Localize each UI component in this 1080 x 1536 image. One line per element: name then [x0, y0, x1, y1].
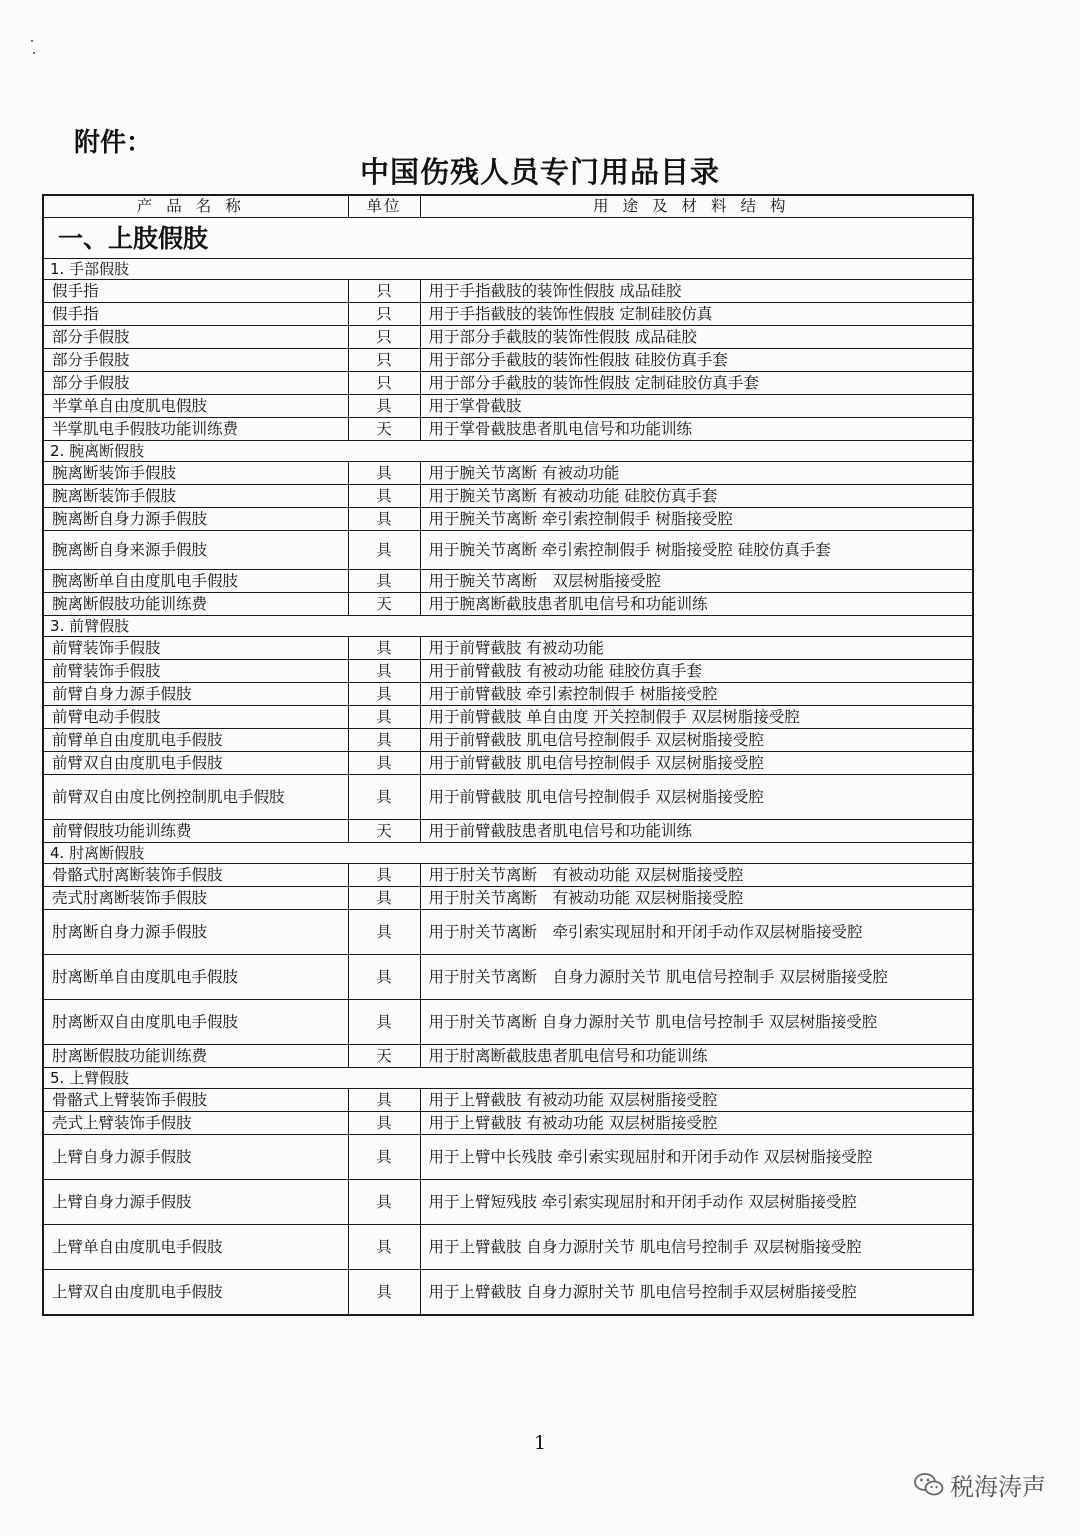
product-name-cell: 前臂假肢功能训练费 [43, 820, 348, 843]
table-row [43, 1089, 973, 1112]
table-row [43, 955, 973, 1000]
description-cell: 用于上臂截肢 自身力源肘关节 肌电信号控制手 双层树脂接受腔 [420, 1225, 973, 1270]
description-cell: 用于前臂截肢 肌电信号控制假手 双层树脂接受腔 [420, 729, 973, 752]
product-name-cell: 骨骼式肘离断装饰手假肢 [43, 864, 348, 887]
description-cell: 用于腕离断截肢患者肌电信号和功能训练 [420, 593, 973, 616]
product-name-cell: 前臂装饰手假肢 [43, 660, 348, 683]
table-row [43, 303, 973, 326]
table-row [43, 683, 973, 706]
description-cell: 用于腕关节离断 有被动功能 硅胶仿真手套 [420, 485, 973, 508]
description-cell: 用于上臂截肢 自身力源肘关节 肌电信号控制手双层树脂接受腔 [420, 1270, 973, 1316]
table-row [43, 395, 973, 418]
product-catalog-table [42, 194, 974, 1316]
description-cell: 用于肘关节离断 自身力源肘关节 肌电信号控制手 双层树脂接受腔 [420, 1000, 973, 1045]
section-row [43, 1068, 973, 1089]
description-cell: 用于肘关节离断 有被动功能 双层树脂接受腔 [420, 864, 973, 887]
description-cell: 用于肘关节离断 有被动功能 双层树脂接受腔 [420, 887, 973, 910]
unit-cell: 天 [348, 593, 420, 616]
unit-cell: 具 [348, 706, 420, 729]
unit-cell: 具 [348, 508, 420, 531]
major-section-row [43, 218, 973, 259]
product-name-cell: 腕离断假肢功能训练费 [43, 593, 348, 616]
description-cell: 用于前臂截肢 有被动功能 硅胶仿真手套 [420, 660, 973, 683]
table-row [43, 1000, 973, 1045]
table-row [43, 775, 973, 820]
product-name-cell: 腕离断装饰手假肢 [43, 485, 348, 508]
product-name-cell: 壳式肘离断装饰手假肢 [43, 887, 348, 910]
description-cell: 用于前臂截肢患者肌电信号和功能训练 [420, 820, 973, 843]
product-name-cell: 上臂自身力源手假肢 [43, 1180, 348, 1225]
unit-cell: 天 [348, 418, 420, 441]
wechat-icon [914, 1472, 944, 1498]
product-name-cell: 骨骼式上臂装饰手假肢 [43, 1089, 348, 1112]
product-name-cell: 前臂双自由度肌电手假肢 [43, 752, 348, 775]
table-row [43, 326, 973, 349]
section-row [43, 843, 973, 864]
product-name-cell: 部分手假肢 [43, 349, 348, 372]
description-cell: 用于前臂截肢 单自由度 开关控制假手 双层树脂接受腔 [420, 706, 973, 729]
table-row [43, 280, 973, 303]
description-cell: 用于前臂截肢 牵引索控制假手 树脂接受腔 [420, 683, 973, 706]
description-cell: 用于肘关节离断 自身力源肘关节 肌电信号控制手 双层树脂接受腔 [420, 955, 973, 1000]
section-row [43, 259, 973, 280]
description-cell: 用于前臂截肢 肌电信号控制假手 双层树脂接受腔 [420, 775, 973, 820]
page-number: 1 [533, 1432, 547, 1454]
product-name-cell: 前臂单自由度肌电手假肢 [43, 729, 348, 752]
product-name-cell: 肘离断单自由度肌电手假肢 [43, 955, 348, 1000]
description-cell: 用于前臂截肢 有被动功能 [420, 637, 973, 660]
unit-cell: 具 [348, 910, 420, 955]
product-name-cell: 上臂自身力源手假肢 [43, 1135, 348, 1180]
product-name-cell: 部分手假肢 [43, 326, 348, 349]
table-row [43, 637, 973, 660]
unit-cell: 天 [348, 820, 420, 843]
description-cell: 用于上臂中长残肢 牵引索实现屈肘和开闭手动作 双层树脂接受腔 [420, 1135, 973, 1180]
description-cell: 用于肘离断截肢患者肌电信号和功能训练 [420, 1045, 973, 1068]
unit-cell: 具 [348, 775, 420, 820]
description-cell: 用于腕关节离断 双层树脂接受腔 [420, 570, 973, 593]
unit-cell: 具 [348, 485, 420, 508]
unit-cell: 只 [348, 303, 420, 326]
major-section-title: 一、上肢假肢 [43, 218, 973, 259]
table-row [43, 706, 973, 729]
table-row [43, 418, 973, 441]
watermark-text: 税海涛声 [950, 1473, 1046, 1501]
description-cell: 用于腕关节离断 牵引索控制假手 树脂接受腔 硅胶仿真手套 [420, 531, 973, 570]
section-row [43, 441, 973, 462]
section-title: 2. 腕离断假肢 [43, 441, 973, 462]
description-cell: 用于掌骨截肢 [420, 395, 973, 418]
unit-cell: 具 [348, 1089, 420, 1112]
unit-cell: 只 [348, 280, 420, 303]
product-name-cell: 前臂电动手假肢 [43, 706, 348, 729]
product-name-cell: 壳式上臂装饰手假肢 [43, 1112, 348, 1135]
description-cell: 用于肘关节离断 牵引索实现屈肘和开闭手动作双层树脂接受腔 [420, 910, 973, 955]
table-row [43, 887, 973, 910]
description-cell: 用于上臂截肢 有被动功能 双层树脂接受腔 [420, 1089, 973, 1112]
column-header-unit: 单位 [348, 195, 420, 218]
table-row [43, 485, 973, 508]
unit-cell: 具 [348, 683, 420, 706]
column-header-name: 产品名称 [43, 195, 348, 218]
product-name-cell: 腕离断自身力源手假肢 [43, 508, 348, 531]
unit-cell: 天 [348, 1045, 420, 1068]
unit-cell: 具 [348, 531, 420, 570]
unit-cell: 具 [348, 570, 420, 593]
table-row [43, 349, 973, 372]
section-title: 5. 上臂假肢 [43, 1068, 973, 1089]
unit-cell: 具 [348, 729, 420, 752]
unit-cell: 具 [348, 637, 420, 660]
table-row [43, 1135, 973, 1180]
product-name-cell: 半掌单自由度肌电假肢 [43, 395, 348, 418]
page-title: 中国伤残人员专门用品目录 [359, 155, 720, 189]
table-row [43, 531, 973, 570]
unit-cell: 具 [348, 887, 420, 910]
table-row [43, 910, 973, 955]
watermark [914, 1467, 1046, 1502]
unit-cell: 只 [348, 372, 420, 395]
unit-cell: 具 [348, 1135, 420, 1180]
table-row [43, 660, 973, 683]
description-cell: 用于手指截肢的装饰性假肢 定制硅胶仿真 [420, 303, 973, 326]
product-name-cell: 腕离断单自由度肌电手假肢 [43, 570, 348, 593]
section-title: 1. 手部假肢 [43, 259, 973, 280]
unit-cell: 具 [348, 462, 420, 485]
product-name-cell: 半掌肌电手假肢功能训练费 [43, 418, 348, 441]
unit-cell: 具 [348, 1270, 420, 1316]
product-name-cell: 部分手假肢 [43, 372, 348, 395]
table-row [43, 1270, 973, 1316]
section-title: 3. 前臂假肢 [43, 616, 973, 637]
attachment-label: 附件： [74, 128, 153, 158]
table-row [43, 820, 973, 843]
product-name-cell: 前臂自身力源手假肢 [43, 683, 348, 706]
unit-cell: 具 [348, 1225, 420, 1270]
table-row [43, 1225, 973, 1270]
description-cell: 用于上臂短残肢 牵引索实现屈肘和开闭手动作 双层树脂接受腔 [420, 1180, 973, 1225]
description-cell: 用于掌骨截肢患者肌电信号和功能训练 [420, 418, 973, 441]
section-row [43, 616, 973, 637]
unit-cell: 具 [348, 1112, 420, 1135]
product-name-cell: 肘离断双自由度肌电手假肢 [43, 1000, 348, 1045]
product-name-cell: 前臂装饰手假肢 [43, 637, 348, 660]
table-header-row [43, 195, 973, 218]
product-name-cell: 上臂单自由度肌电手假肢 [43, 1225, 348, 1270]
unit-cell: 只 [348, 326, 420, 349]
product-name-cell: 腕离断装饰手假肢 [43, 462, 348, 485]
table-row [43, 508, 973, 531]
unit-cell: 具 [348, 660, 420, 683]
table-row [43, 1180, 973, 1225]
scan-specks [30, 38, 36, 58]
table-row [43, 570, 973, 593]
table-row [43, 1112, 973, 1135]
product-name-cell: 肘离断假肢功能训练费 [43, 1045, 348, 1068]
unit-cell: 具 [348, 1000, 420, 1045]
product-name-cell: 上臂双自由度肌电手假肢 [43, 1270, 348, 1316]
product-name-cell: 肘离断自身力源手假肢 [43, 910, 348, 955]
description-cell: 用于腕关节离断 有被动功能 [420, 462, 973, 485]
description-cell: 用于部分手截肢的装饰性假肢 定制硅胶仿真手套 [420, 372, 973, 395]
table-row [43, 729, 973, 752]
product-name-cell: 假手指 [43, 303, 348, 326]
unit-cell: 具 [348, 395, 420, 418]
product-name-cell: 假手指 [43, 280, 348, 303]
section-title: 4. 肘离断假肢 [43, 843, 973, 864]
unit-cell: 具 [348, 955, 420, 1000]
table-row [43, 864, 973, 887]
unit-cell: 具 [348, 1180, 420, 1225]
table-row [43, 462, 973, 485]
unit-cell: 具 [348, 864, 420, 887]
unit-cell: 只 [348, 349, 420, 372]
column-header-description: 用途及材料结构 [420, 195, 973, 218]
table-row [43, 593, 973, 616]
product-name-cell: 前臂双自由度比例控制肌电手假肢 [43, 775, 348, 820]
table-row [43, 372, 973, 395]
description-cell: 用于前臂截肢 肌电信号控制假手 双层树脂接受腔 [420, 752, 973, 775]
table-row [43, 752, 973, 775]
table-row [43, 1045, 973, 1068]
product-name-cell: 腕离断自身来源手假肢 [43, 531, 348, 570]
description-cell: 用于手指截肢的装饰性假肢 成品硅胶 [420, 280, 973, 303]
description-cell: 用于部分手截肢的装饰性假肢 硅胶仿真手套 [420, 349, 973, 372]
description-cell: 用于腕关节离断 牵引索控制假手 树脂接受腔 [420, 508, 973, 531]
unit-cell: 具 [348, 752, 420, 775]
description-cell: 用于上臂截肢 有被动功能 双层树脂接受腔 [420, 1112, 973, 1135]
description-cell: 用于部分手截肢的装饰性假肢 成品硅胶 [420, 326, 973, 349]
